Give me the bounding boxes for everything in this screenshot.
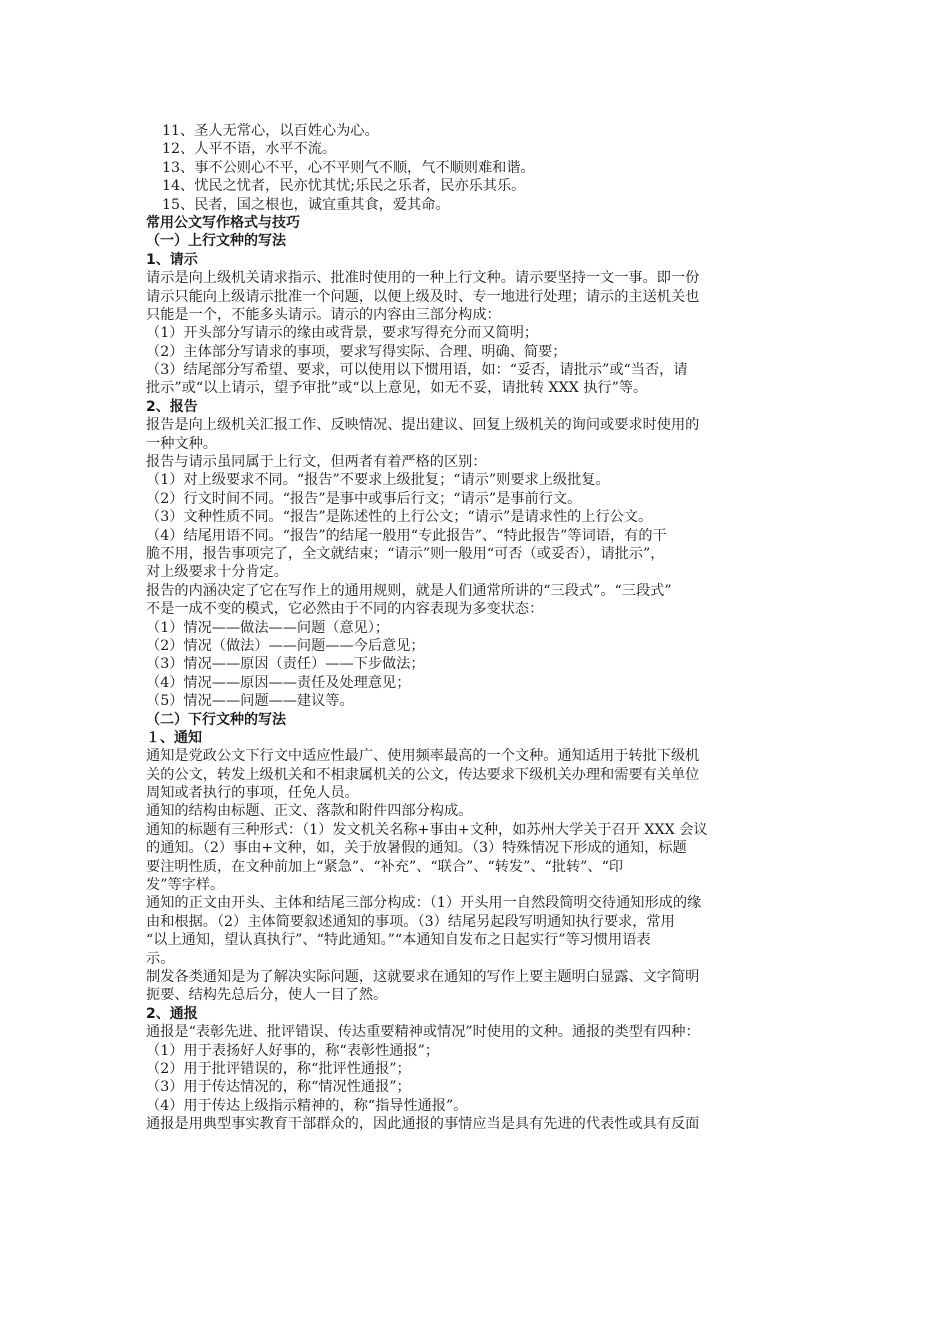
body-text-line: 发”等字样。: [146, 877, 225, 894]
body-text-line: 通报是用典型事实教育干部群众的，因此通报的事情应当是具有先进的代表性或具有反面: [146, 1116, 700, 1133]
quote-line: 12、人平不语，水平不流。: [162, 141, 337, 158]
body-text-line: 关的公文，转发上级机关和不相隶属机关的公文，传达要求下级机关办理和需要有关单位: [146, 766, 700, 783]
body-text-line: 的通知。（2）事由+文种，如，关于放暑假的通知。（3）特殊情况下形成的通知，标题: [146, 840, 687, 857]
body-text-line: （4）结尾用语不同。“报告”的结尾一般用“专此报告”、“特此报告”等词语，有的干: [146, 527, 667, 544]
body-text-line: 报告与请示虽同属于上行文，但两者有着严格的区别：: [146, 454, 487, 471]
body-text-line: （4）情况——原因——责任及处理意见；: [146, 674, 411, 691]
body-text-line: 通知的结构由标题、正文、落款和附件四部分构成。: [146, 803, 473, 820]
quote-line: 15、民者，国之根也，诚宜重其食，爱其命。: [162, 196, 450, 213]
body-text-line: 通知的标题有三种形式：（1）发文机关名称+事由+文种，如苏州大学关于召开 XXX 会议: [146, 821, 708, 838]
section-heading: 常用公文写作格式与技巧: [146, 214, 300, 231]
body-text-line: 通报是“表彰先进、批评错误、传达重要精神或情况”时使用的文种。通报的类型有四种：: [146, 1024, 700, 1041]
section-heading: 2、报告: [146, 398, 198, 415]
quote-line: 14、忧民之忧者，民亦忧其忧;乐民之乐者，民亦乐其乐。: [162, 178, 526, 195]
body-text-line: 扼要、结构先总后分，使人一目了然。: [146, 987, 388, 1004]
body-text-line: （3）用于传达情况的，称“情况性通报”；: [146, 1079, 411, 1096]
section-heading: （二）下行文种的写法: [146, 711, 286, 728]
body-text-line: 报告的内涵决定了它在写作上的通用规则，就是人们通常所讲的“三段式”。“三段式”: [146, 582, 672, 599]
body-text-line: 只能是一个，不能多头请示。请示的内容由三部分构成：: [146, 306, 501, 323]
body-text-line: 请示只能向上级请示批准一个问题，以便上级及时、专一地进行处理；请示的主送机关也: [146, 288, 700, 305]
body-text-line: 报告是向上级机关汇报工作、反映情况、提出建议、回复上级机关的询问或要求时使用的: [146, 417, 700, 434]
body-text-line: 通知是党政公文下行文中适应性最广、使用频率最高的一个文种。通知适用于转批下级机: [146, 748, 700, 765]
body-text-line: （2）主体部分写请求的事项，要求写得实际、合理、明确、简要；: [146, 343, 567, 360]
body-text-line: （5）情况——问题——建议等。: [146, 693, 354, 710]
body-text-line: 不是一成不变的模式，它必然由于不同的内容表现为多变状态：: [146, 601, 544, 618]
section-heading: 2、通报: [146, 1005, 198, 1022]
body-text-line: 要注明性质，在文种前加上“紧急”、“补充”、“联合”、“转发”、“批转”、“印: [146, 858, 624, 875]
body-text-line: 由和根据。（2）主体简要叙述通知的事项。（3）结尾另起段写明通知执行要求，常用: [146, 913, 675, 930]
body-text-line: 脆不用，报告事项完了，全文就结束；“请示”则一般用“可否（或妥否），请批示”，: [146, 545, 665, 562]
body-text-line: 示。: [146, 950, 175, 967]
document-body: [146, 122, 814, 1133]
body-text-line: （1）对上级要求不同。“报告”不要求上级批复；“请示”则要求上级批复。: [146, 472, 610, 489]
section-heading: 1、请示: [146, 251, 198, 268]
body-text-line: （3）情况——原因（责任）——下步做法；: [146, 656, 425, 673]
body-text-line: 批示”或“以上请示，望予审批”或“以上意见，如无不妥，请批转 XXX 执行”等。: [146, 380, 648, 397]
body-text-line: 周知或者执行的事项，任免人员。: [146, 785, 359, 802]
body-text-line: （1）情况——做法——问题（意见）；: [146, 619, 390, 636]
body-text-line: 请示是向上级机关请求指示、批准时使用的一种上行文种。请示要坚持一文一事。即一份: [146, 270, 700, 287]
body-text-line: （1）开头部分写请示的缘由或背景，要求写得充分而又简明；: [146, 325, 539, 342]
body-text-line: 一种文种。: [146, 435, 217, 452]
quote-line: 11、圣人无常心，以百姓心为心。: [162, 123, 379, 139]
body-text-line: 制发各类通知是为了解决实际问题，这就要求在通知的写作上要主题明白显露、文字简明: [146, 968, 700, 985]
body-text-line: （3）结尾部分写希望、要求，可以使用以下惯用语，如：“妥否，请批示”或“当否，请: [146, 362, 688, 379]
body-text-line: （2）用于批评错误的，称“批评性通报”；: [146, 1060, 411, 1077]
body-text-line: 通知的正文由开头、主体和结尾三部分构成：（1）开头用一自然段简明交待通知形成的缘: [146, 895, 702, 912]
body-text-line: （2）情况（做法）——问题——今后意见；: [146, 637, 425, 654]
body-text-line: 对上级要求十分肯定。: [146, 564, 288, 581]
body-text-line: （4）用于传达上级指示精神的，称“指导性通报”。: [146, 1097, 468, 1114]
body-text-line: （1）用于表扬好人好事的，称“表彰性通报”；: [146, 1042, 440, 1059]
section-heading: １、通知: [146, 729, 202, 746]
body-text-line: （3）文种性质不同。“报告”是陈述性的上行公文；“请示”是请求性的上行公文。: [146, 509, 653, 526]
quote-line: 13、事不公则心不平，心不平则气不顺，气不顺则难和谐。: [162, 159, 535, 176]
body-text-line: “以上通知，望认真执行”、“特此通知。”“本通知自发布之日起实行”等习惯用语表: [146, 932, 651, 949]
body-text-line: （2）行文时间不同。“报告”是事中或事后行文；“请示”是事前行文。: [146, 490, 582, 507]
section-heading: （一）上行文种的写法: [146, 233, 286, 250]
